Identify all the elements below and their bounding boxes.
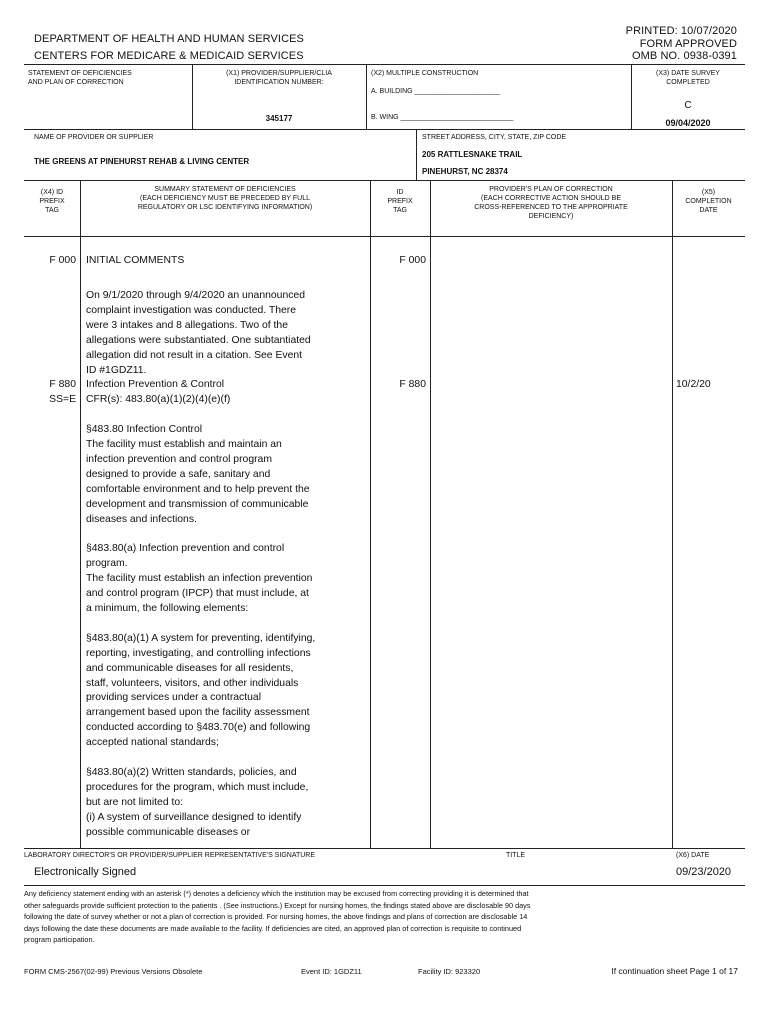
id-prefix-header: ID PREFIX TAG — [387, 189, 413, 214]
building-label: A. BUILDING ______________________ — [371, 88, 501, 95]
rule — [370, 180, 371, 848]
provider-name-label: NAME OF PROVIDER OR SUPPLIER — [34, 134, 154, 141]
provider-number: 345177 — [265, 114, 293, 123]
printed-date: PRINTED: 10/07/2020 — [625, 25, 737, 37]
rule — [366, 64, 367, 129]
plan-header: PROVIDER'S PLAN OF CORRECTION (EACH CORRECTIVE ACTION SHOULD BE CROSS-REFERENCED TO THE APPROPRIATE DEFICIENCY) — [474, 186, 628, 220]
scope-severity: SS=E — [49, 394, 76, 405]
rule — [430, 180, 431, 848]
form-id: FORM CMS-2567(02-99) Previous Versions Obsolete — [24, 967, 203, 976]
signature-label: LABORATORY DIRECTOR'S OR PROVIDER/SUPPLIER REPRESENTATIVE'S SIGNATURE — [24, 852, 316, 859]
event-id: Event ID: 1GDZ11 — [301, 967, 362, 976]
disclaimer: Any deficiency statement ending with an asterisk (*) denotes a deficiency which the institution may be excused from correcting providing it is determined that other safeguards provide sufficient protection to the patients . (See instructions.) Except for nursing homes, the findings stated above are disclosable 90 days following the date of survey whether or not a plan of correction is provided. For nursing homes, the above findings and plans of correction are disclosable 14 days following the date these documents are made available to the facility. If deficiencies are cited, an approved plan of correction is requisite to continued program participation. — [24, 889, 531, 945]
department-title: DEPARTMENT OF HEALTH AND HUMAN SERVICES — [34, 33, 304, 45]
x5-header: (X5) COMPLETION DATE — [685, 189, 732, 214]
deficiency-text: On 9/1/2020 through 9/4/2020 an unannounced complaint investigation was conducted. There were 3 intakes and 8 allegations. Two of the allegations were substantiated. One subtantiated allegation did not result in a citation. See Event ID #1GDZ11. Infection Prevention & Control CFR(s): 483.80(a)(1)(2)(4)(e)(f) §483.80 Infection Control The facility must establish and maintain an infection prevention and control program designed to provide a safe, sanitary and comfortable environment and to help prevent the development and transmission of communicable diseases and infections. §483.80(a) Infection prevention and control program. The facility must establish an infection prevention and control program (IPCP) that must include, at a minimum, the following elements: §483.80(a)(1) A system for preventing, identifying, reporting, investigating, and controlling infections and communicable diseases for all residents, staff, volunteers, visitors, and other individuals providing services under a contractual arrangement based upon the facility assessment conducted according to §483.70(e) and following accepted national standards; §483.80(a)(2) Written standards, policies, and procedures for the program, which must include, but are not limited to: (i) A system of surveillance designed to identify possible communicable diseases or — [86, 290, 316, 838]
provider-name: THE GREENS AT PINEHURST REHAB & LIVING CENTER — [34, 157, 250, 166]
signature-date-label: (X6) DATE — [676, 852, 710, 859]
tag-f000-plan: F 000 — [399, 255, 426, 266]
rule — [24, 129, 745, 130]
facility-id: Facility ID: 923320 — [418, 967, 481, 976]
x2-label: (X2) MULTIPLE CONSTRUCTION — [371, 70, 479, 77]
rule — [80, 180, 81, 848]
survey-code: C — [684, 100, 692, 111]
rule — [24, 236, 745, 237]
rule — [24, 885, 745, 886]
form-approved: FORM APPROVED — [639, 38, 737, 50]
signature-value: Electronically Signed — [34, 866, 137, 878]
tag-f880: F 880 — [49, 379, 76, 390]
title-label: TITLE — [506, 852, 526, 859]
rule — [416, 129, 417, 180]
signature-date: 09/23/2020 — [676, 866, 732, 878]
rule — [24, 64, 745, 65]
statement-label: STATEMENT OF DEFICIENCIES AND PLAN OF CORRECTION — [28, 70, 132, 86]
summary-header: SUMMARY STATEMENT OF DEFICIENCIES (EACH DEFICIENCY MUST BE PRECEDED BY FULL REGULATORY OR LSC IDENTIFYING INFORMATION) — [137, 186, 313, 211]
page-indicator: If continuation sheet Page 1 of 17 — [611, 966, 738, 976]
initial-comments-heading: INITIAL COMMENTS — [86, 255, 185, 266]
city-state-zip: PINEHURST, NC 28374 — [422, 167, 508, 176]
survey-date: 09/04/2020 — [665, 118, 711, 128]
omb-number: OMB NO. 0938-0391 — [631, 50, 737, 62]
centers-title: CENTERS FOR MEDICARE & MEDICAID SERVICES — [34, 50, 304, 62]
x3-label: (X3) DATE SURVEY COMPLETED — [656, 70, 720, 86]
rule — [672, 180, 673, 848]
rule — [24, 848, 745, 849]
x1-label: (X1) PROVIDER/SUPPLIER/CLIA IDENTIFICATION NUMBER: — [226, 70, 332, 86]
x4-header: (X4) ID PREFIX TAG — [39, 189, 65, 214]
tag-f880-plan: F 880 — [399, 379, 426, 390]
rule — [24, 180, 745, 181]
street-address: 205 RATTLESNAKE TRAIL — [422, 150, 523, 159]
completion-date: 10/2/20 — [676, 379, 711, 390]
address-label: STREET ADDRESS, CITY, STATE, ZIP CODE — [422, 134, 567, 141]
wing-label: B. WING _____________________________ — [371, 114, 514, 121]
tag-f000: F 000 — [49, 255, 76, 266]
